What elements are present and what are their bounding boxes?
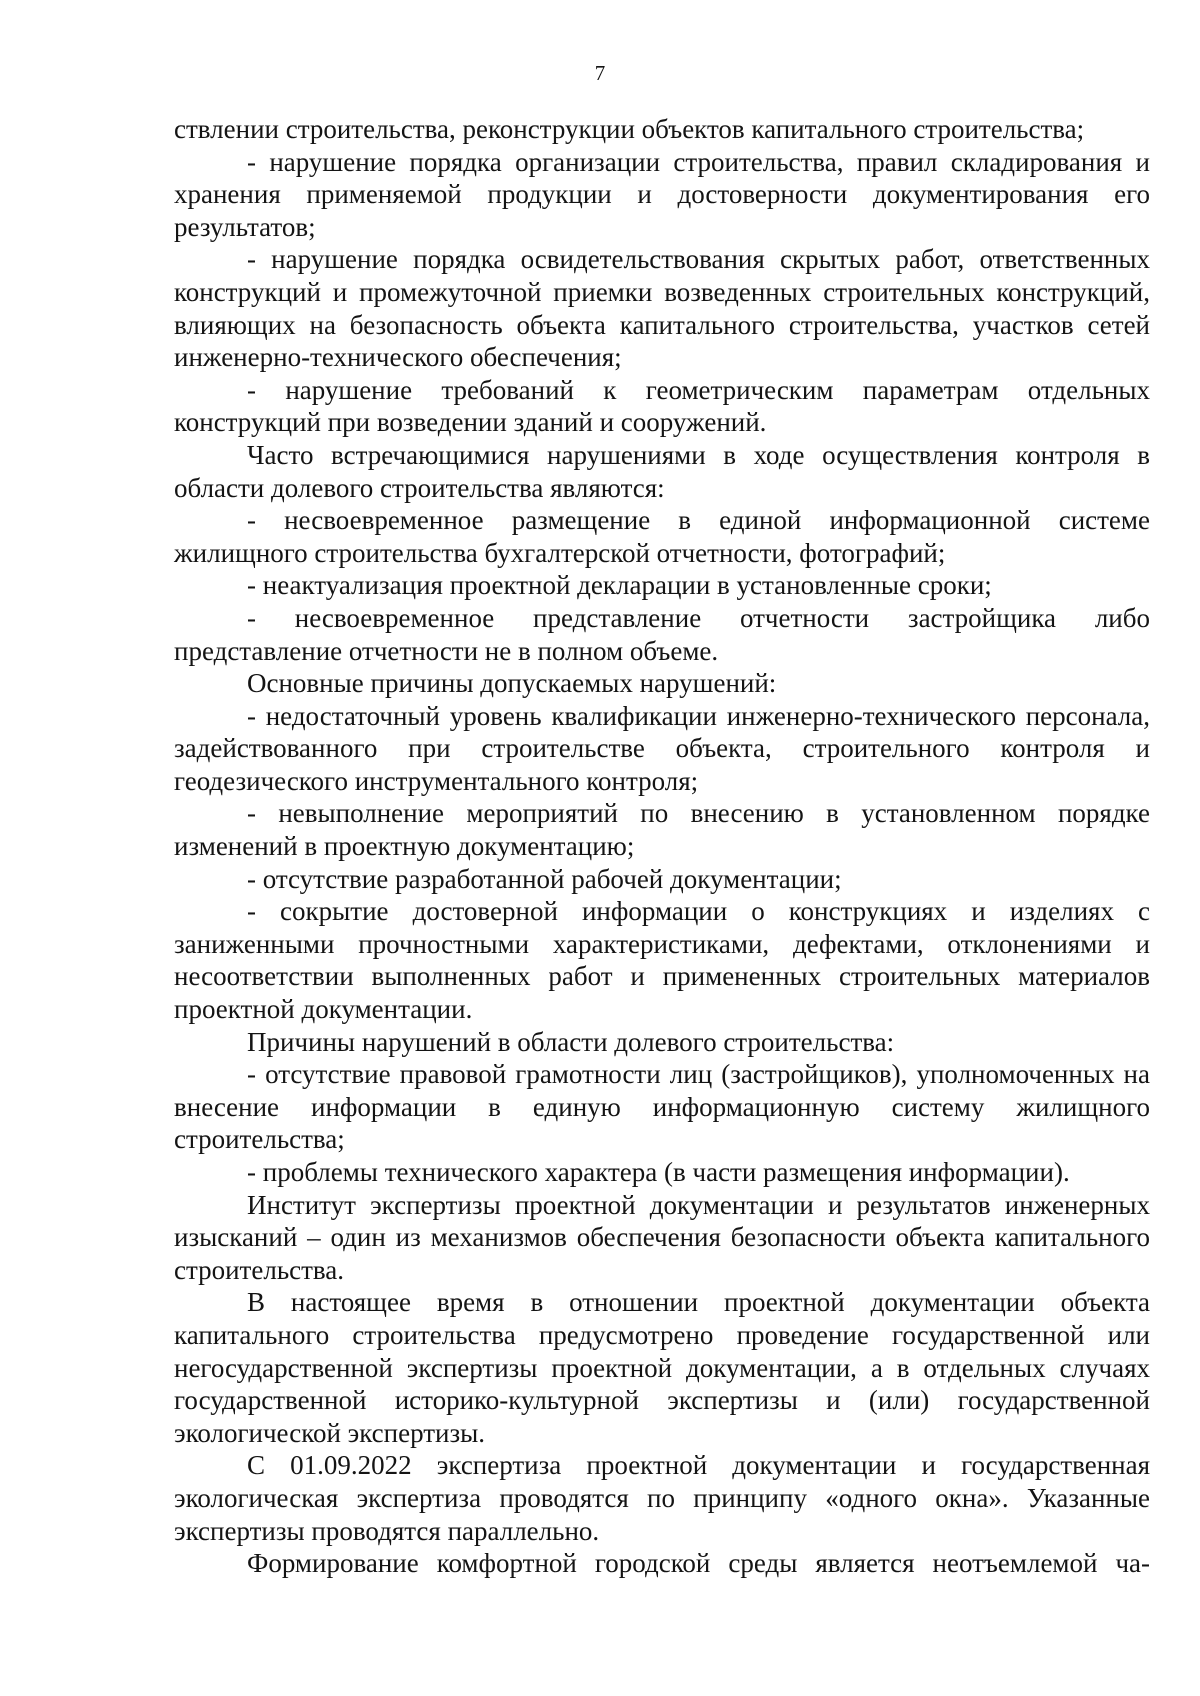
document-body xyxy=(174,113,1150,1580)
paragraph: С 01.09.2022 экспертиза проектной документации и государственная экологическая экспертиза проводятся по принципу «одного окна». Указанные экспертизы проводятся параллельно. xyxy=(174,1450,1150,1546)
list-item-cause: - недостаточный уровень квалификации инженерно-технического персонала, задействованного при строительстве объекта, строительного контроля и геодезического инструментального контроля; xyxy=(174,700,1150,796)
page-number: 7 xyxy=(594,61,606,85)
list-item-violation: - нарушение порядка освидетельствования скрытых работ, ответственных конструкций и промежуточной приемки возведенных строительных конструкций, влияющих на безопасность объекта капитального строительства, участков сетей инженерно-технического обеспечения; xyxy=(174,244,1150,373)
list-item-cause: - сокрытие достоверной информации о конструкциях и изделиях с заниженными прочностными характеристиками, дефектами, отклонениями и несоответствии выполненных работ и примененных строительных материалов проектной документации. xyxy=(174,896,1150,1025)
list-item-cause: - проблемы технического характера (в части размещения информации). xyxy=(247,1157,1070,1187)
list-item-violation: - нарушение порядка организации строительства, правил складирования и хранения применяемой продукции и достоверности документирования его результатов; xyxy=(174,146,1150,242)
paragraph: Причины нарушений в области долевого строительства: xyxy=(247,1026,895,1057)
list-item-cause: - отсутствие разработанной рабочей документации; xyxy=(247,863,842,894)
paragraph-continuation: ствлении строительства, реконструкции объектов капитального строительства; xyxy=(174,114,1085,144)
paragraph: Институт экспертизы проектной документации и результатов инженерных изысканий – один из механизмов обеспечения безопасности объекта капитального строительства. xyxy=(174,1189,1150,1285)
list-item-violation: - нарушение требований к геометрическим параметрам отдельных конструкций при возведении зданий и сооружений. xyxy=(174,374,1150,438)
paragraph-continued: Формирование комфортной городской среды является неотъемлемой ча- xyxy=(247,1548,1150,1579)
list-item-violation: - несвоевременное размещение в единой информационной системе жилищного строительства бухгалтерской отчетности, фотографий; xyxy=(174,505,1150,568)
list-item-cause: - отсутствие правовой грамотности лиц (застройщиков), уполномоченных на внесение информации в единую информационную систему жилищного строительства; xyxy=(174,1059,1150,1155)
list-item-violation: - несвоевременное представление отчетности застройщика либо представление отчетности не в полном объеме. xyxy=(174,602,1150,666)
paragraph: Часто встречающимися нарушениями в ходе осуществления контроля в области долевого строительства являются: xyxy=(174,439,1150,503)
paragraph: Основные причины допускаемых нарушений: xyxy=(247,668,777,699)
list-item-cause: - невыполнение мероприятий по внесению в установленном порядке изменений в проектную документацию; xyxy=(174,798,1150,862)
list-item-violation: - неактуализация проектной декларации в установленные сроки; xyxy=(247,570,992,601)
paragraph: В настоящее время в отношении проектной документации объекта капитального строительства предусмотрено проведение государственной или негосударственной экспертизы проектной документации, а в отдельных случаях государственной историко-культурной экспертизы и (или) государственной экологической экспертизы. xyxy=(174,1287,1150,1448)
